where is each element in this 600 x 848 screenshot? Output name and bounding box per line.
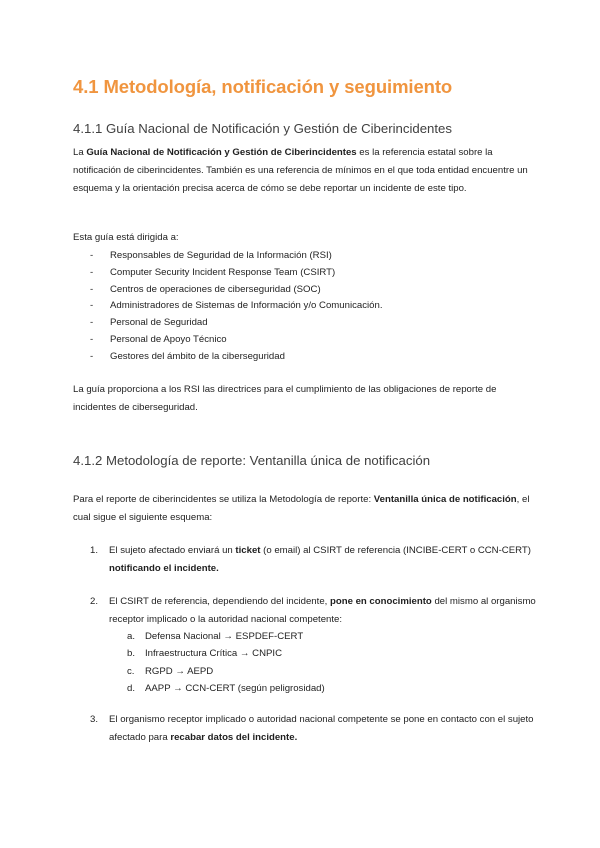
step-bold-part: pone en conocimiento: [329, 596, 432, 607]
dash-marker: -: [90, 283, 94, 295]
method-intro-bold: Ventanilla única de notificación: [373, 494, 517, 505]
dash-marker: -: [90, 333, 94, 345]
method-intro-prefix: Para el reporte de ciberincidentes se utiliza la Metodología de reporte:: [73, 494, 374, 505]
guide-intro-prefix: La: [73, 147, 87, 158]
list-item-text: Gestores del ámbito de la ciberseguridad: [110, 350, 285, 362]
method-intro-paragraph: [73, 491, 533, 527]
step-text-part: del mismo al organismo receptor implicado o la autoridad nacional competente:: [109, 596, 536, 625]
sublist-text: RGPD → AEPD: [145, 665, 214, 677]
list-item-text: Responsables de Seguridad de la Información (RSI): [110, 250, 332, 261]
step-bold-part: notificando el incidente.: [109, 563, 219, 574]
list-item-text: Administradores de Sistemas de Información y/o Comunicación.: [110, 300, 383, 312]
sublist-text: Infraestructura Crítica → CNPIC: [145, 648, 283, 660]
dash-marker: -: [90, 350, 94, 362]
method-intro-suffix: , el cual sigue el siguiente esquema:: [73, 494, 530, 523]
list-item-text: Computer Security Incident Response Team (CSIRT): [110, 266, 336, 278]
step-text-part: El CSIRT de referencia, dependiendo del incidente,: [109, 596, 330, 607]
dash-marker: -: [90, 250, 94, 261]
sublist-letter: c.: [127, 665, 135, 677]
list-item-text: Personal de Seguridad: [110, 317, 208, 329]
section-heading-method: 4.1.2 Metodología de reporte: Ventanilla única de notificación: [73, 453, 431, 468]
page-title: 4.1 Metodología, notificación y seguimiento: [73, 76, 453, 97]
step-bold-part: recabar datos del incidente.: [170, 732, 298, 743]
sublist-letter: a.: [127, 631, 136, 642]
list-item-text: Personal de Apoyo Técnico: [110, 333, 227, 345]
guide-intro-paragraph: [73, 144, 533, 198]
dash-marker: -: [90, 317, 94, 329]
audience-intro: Esta guía está dirigida a:: [73, 232, 179, 243]
dash-marker: -: [90, 300, 94, 312]
guide-intro-bold: Guía Nacional de Notificación y Gestión de Ciberincidentes: [86, 147, 357, 158]
guide-closing-paragraph: La guía proporciona a los RSI las directrices para el cumplimiento de las obligaciones de reporte de incidentes de ciberseguridad.: [73, 384, 497, 413]
sublist-letter: b.: [127, 648, 136, 660]
list-item-text: Centros de operaciones de ciberseguridad (SOC): [110, 283, 321, 295]
step-number: 3.: [90, 714, 99, 725]
step-number: 2.: [90, 596, 99, 607]
step-bold-part: ticket: [235, 545, 261, 556]
step-text: [109, 593, 539, 629]
step-text-part: (o email) al CSIRT de referencia (INCIBE-CERT o CCN-CERT): [260, 545, 531, 556]
step-number: 1.: [90, 545, 99, 556]
sublist-letter: d.: [127, 682, 136, 694]
section-heading-guide: 4.1.1 Guía Nacional de Notificación y Gestión de Ciberincidentes: [73, 121, 452, 136]
step-text: [109, 542, 539, 578]
sublist-text: AAPP → CCN-CERT (según peligrosidad): [145, 682, 325, 694]
dash-marker: -: [90, 266, 94, 278]
guide-intro-rest: es la referencia estatal sobre la notificación de ciberincidentes. También es una referencia de mínimos en el que toda entidad encuentre un esquema y la orientación precisa acerca de cómo se debe reportar un incidente de este tipo.: [73, 147, 528, 194]
step-text: [109, 711, 539, 747]
step-text-part: El organismo receptor implicado o autoridad nacional competente se pone en contacto con el sujeto afectado para: [109, 714, 534, 743]
sublist-text: Defensa Nacional → ESPDEF-CERT: [145, 631, 304, 642]
step-text-part: El sujeto afectado enviará un: [109, 545, 236, 556]
